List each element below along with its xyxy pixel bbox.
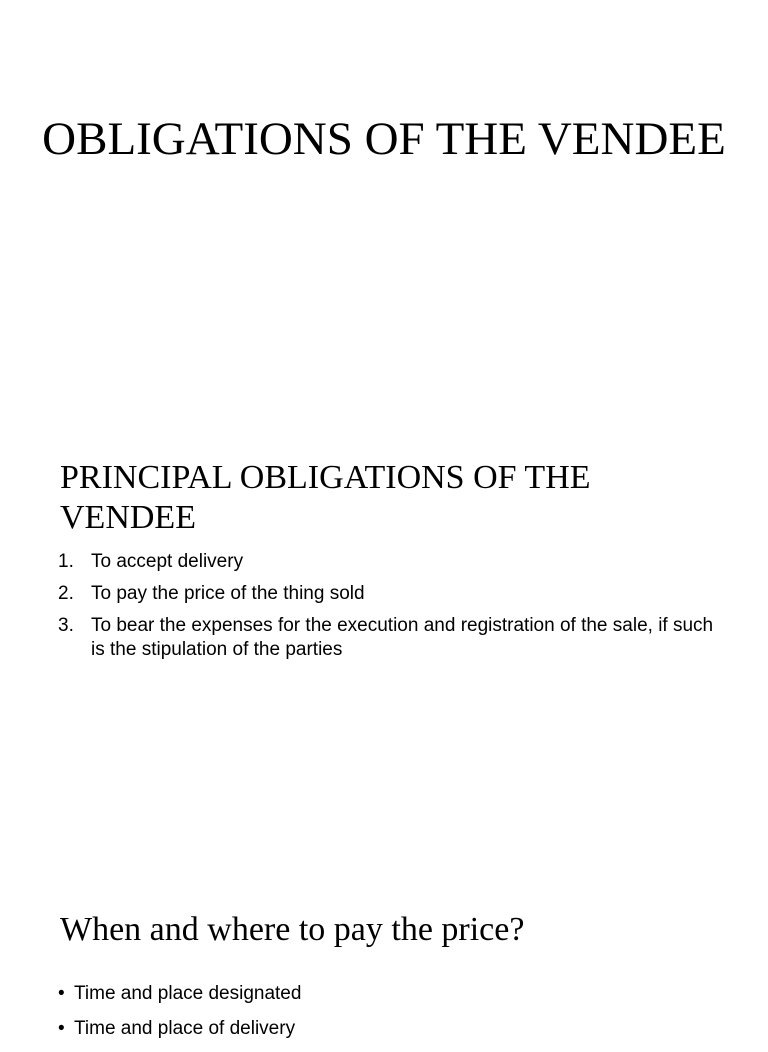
list-item xyxy=(58,582,718,606)
item-number: 1. xyxy=(58,551,74,572)
item-text: Time and place of delivery xyxy=(74,1018,296,1039)
slide-heading: When and where to pay the price? xyxy=(60,911,525,948)
bullet-icon: • xyxy=(58,983,65,1004)
item-number: 2. xyxy=(58,583,74,604)
item-text: To accept delivery xyxy=(91,551,244,572)
slide-title-page xyxy=(0,0,768,420)
list-item xyxy=(58,982,718,1006)
slide-main-title: OBLIGATIONS OF THE VENDEE xyxy=(42,113,726,165)
item-text: To pay the price of the thing sold xyxy=(91,583,365,604)
list-item xyxy=(58,614,718,662)
bullet-list xyxy=(58,982,718,1052)
item-number: 3. xyxy=(58,615,74,636)
slide-principal-obligations xyxy=(0,420,768,870)
list-item xyxy=(58,1017,718,1041)
bullet-icon: • xyxy=(58,1018,65,1039)
slide-when-where-pay xyxy=(0,870,768,1039)
item-text: Time and place designated xyxy=(74,983,302,1004)
list-item xyxy=(58,550,718,574)
slide-heading: PRINCIPAL OBLIGATIONS OF THE VENDEE xyxy=(60,459,591,536)
obligations-list xyxy=(58,550,718,670)
item-text: To bear the expenses for the execution and registration of the sale, if such is the stipulation of the parties xyxy=(91,615,714,660)
